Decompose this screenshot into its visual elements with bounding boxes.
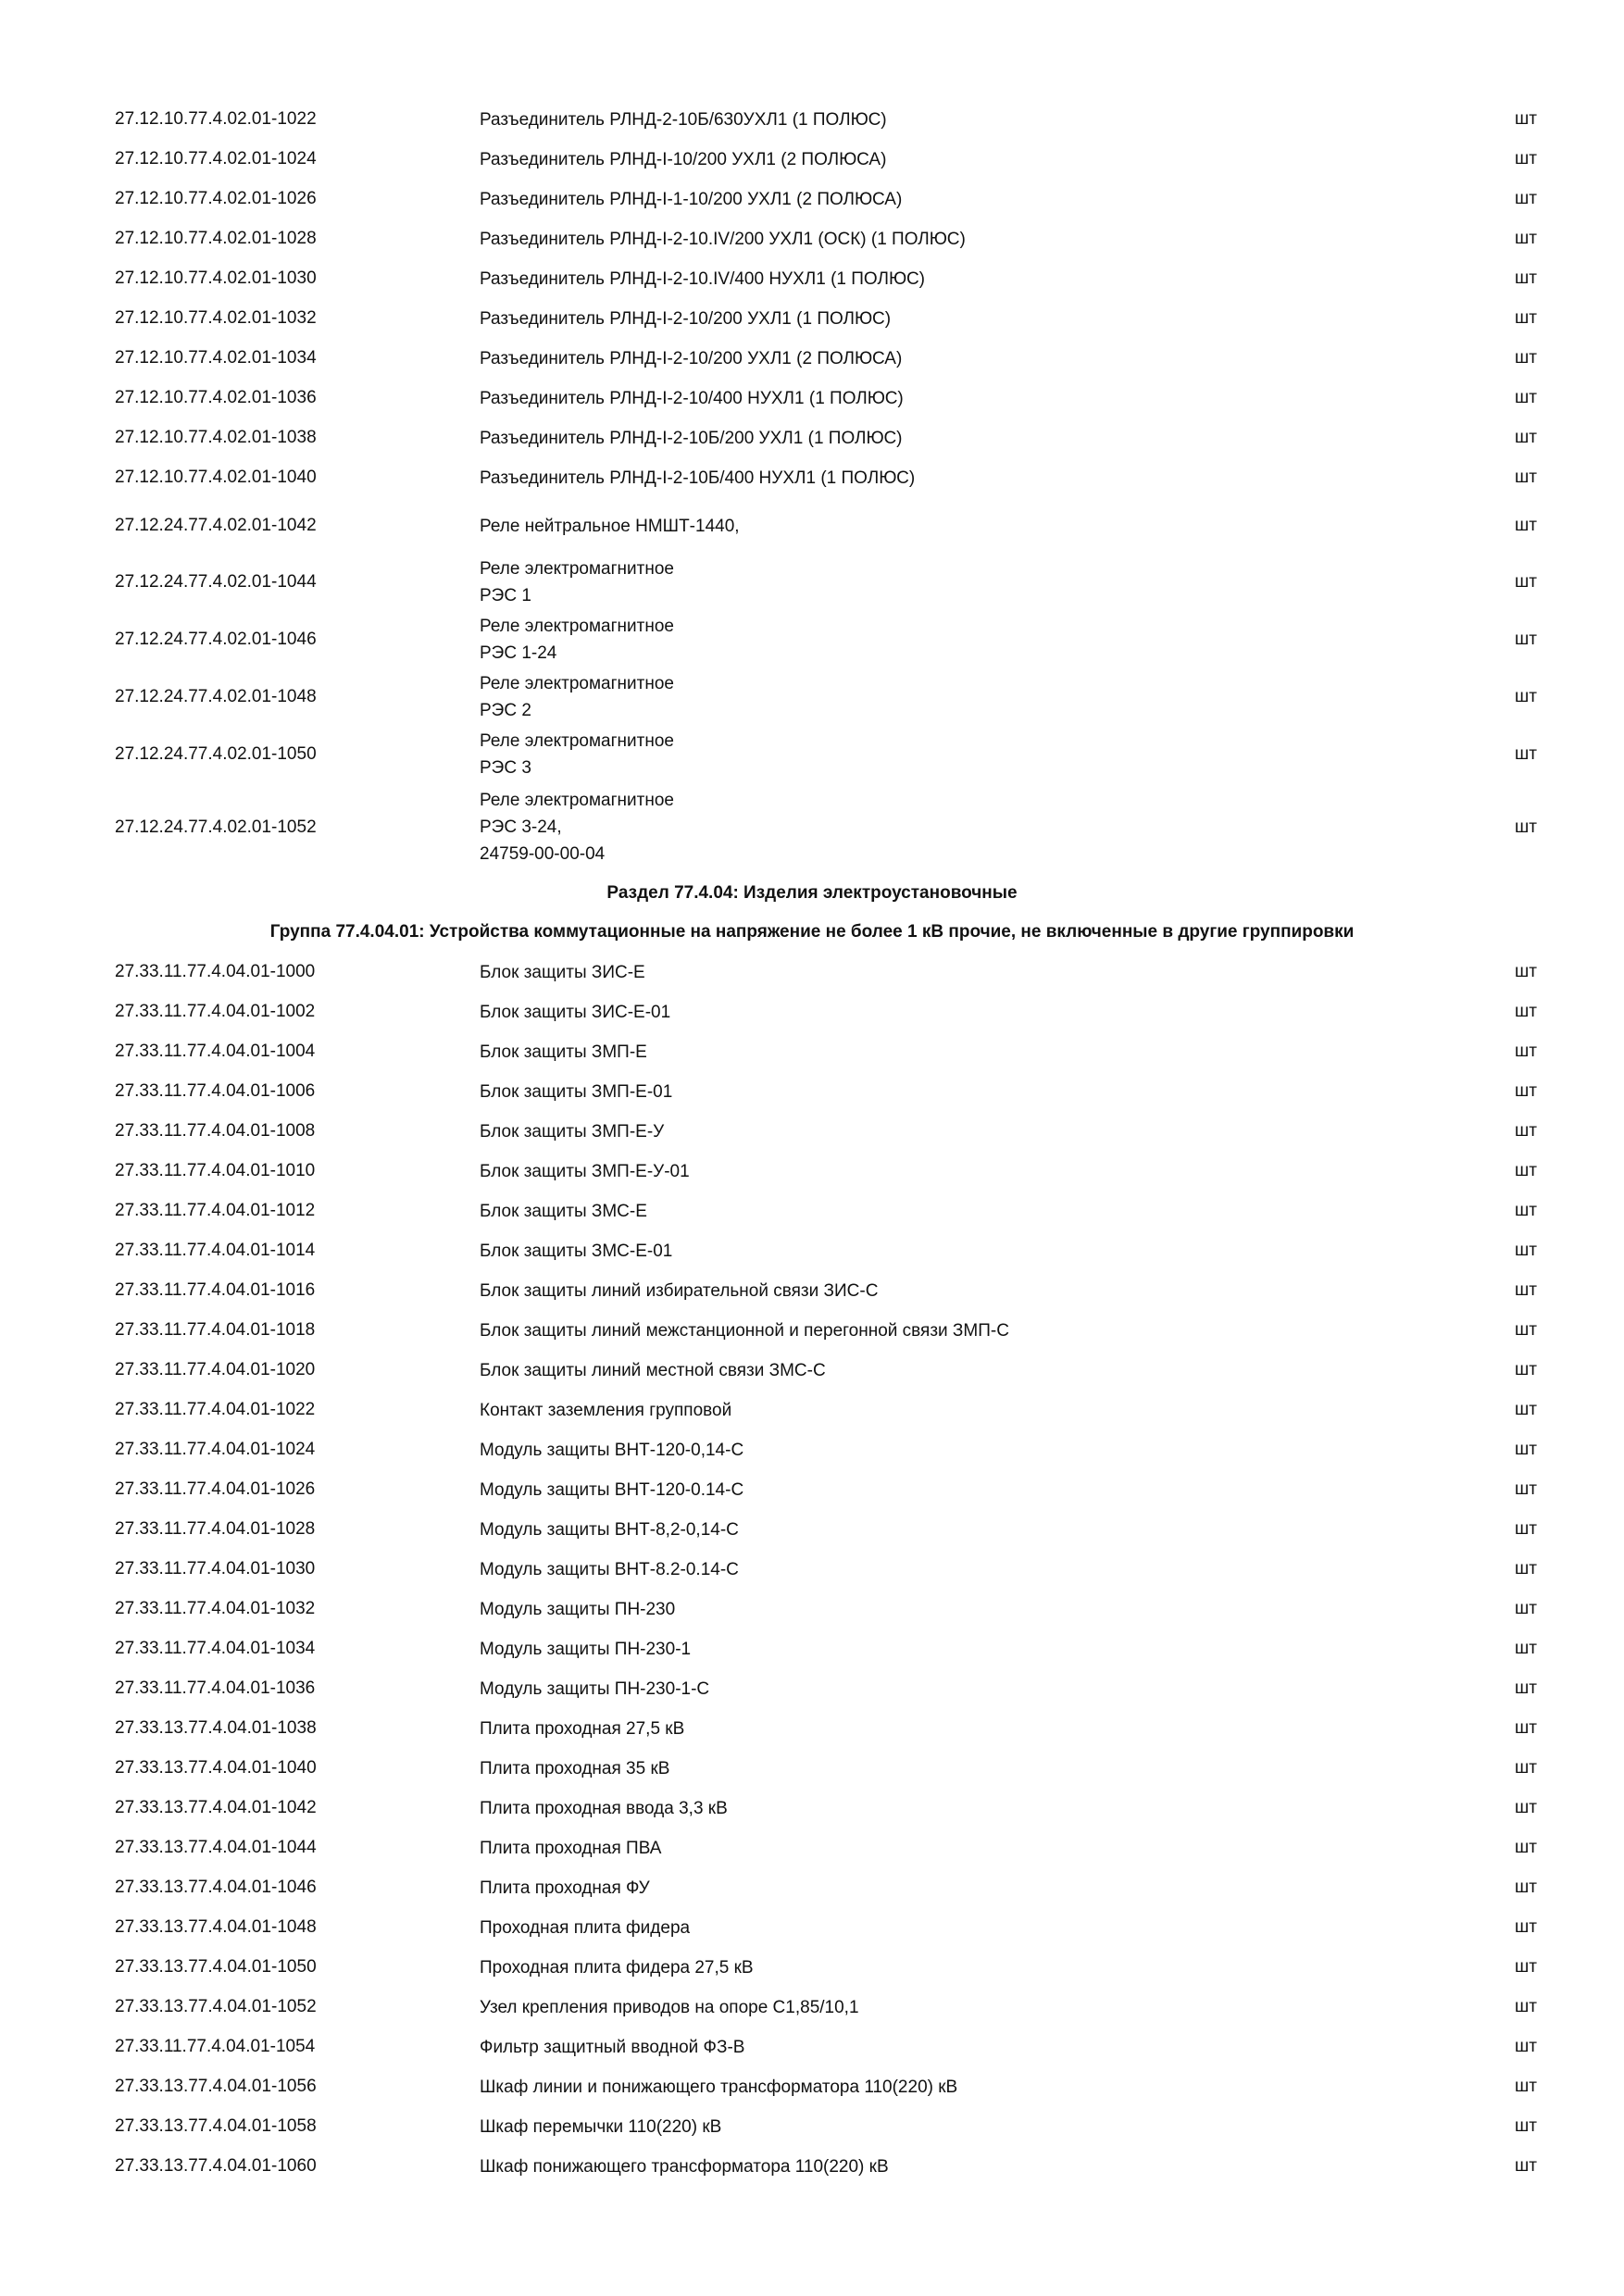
item-unit: шт — [1515, 817, 1537, 837]
item-name: Блок защиты ЗИС-Е — [480, 962, 645, 982]
item-code: 27.12.10.77.4.02.01-1028 — [115, 229, 317, 248]
group-heading: Группа 77.4.04.01: Устройства коммутационные на напряжение не более 1 кВ прочие, не включенные в другие группировки — [269, 922, 1355, 942]
item-code: 27.12.24.77.4.02.01-1048 — [115, 687, 317, 706]
table-row — [0, 1475, 1624, 1504]
item-code: 27.33.13.77.4.04.01-1048 — [115, 1917, 317, 1937]
item-code: 27.33.11.77.4.04.01-1006 — [115, 1081, 316, 1101]
item-code: 27.12.10.77.4.02.01-1022 — [115, 109, 317, 129]
item-unit: шт — [1515, 572, 1537, 592]
table-row — [0, 1236, 1624, 1266]
item-name: Блок защиты ЗМП-Е-У-01 — [480, 1161, 690, 1181]
item-code: 27.12.24.77.4.02.01-1052 — [115, 817, 317, 837]
item-name: Модуль защиты ВНТ-8,2-0,14-С — [480, 1519, 739, 1540]
item-code: 27.33.11.77.4.04.01-1054 — [115, 2037, 316, 2056]
item-name: Реле электромагнитное РЭС 3 — [480, 731, 674, 778]
table-row — [0, 423, 1624, 453]
table-row — [0, 304, 1624, 333]
item-unit: шт — [1515, 1559, 1537, 1578]
item-code: 27.12.10.77.4.02.01-1034 — [115, 348, 317, 368]
item-unit: шт — [1515, 1201, 1537, 1220]
item-unit: шт — [1515, 1440, 1537, 1459]
item-unit: шт — [1515, 1519, 1537, 1539]
table-row — [0, 1992, 1624, 2022]
item-code: 27.33.13.77.4.04.01-1040 — [115, 1758, 317, 1778]
table-row — [0, 383, 1624, 413]
item-unit: шт — [1515, 630, 1537, 649]
table-row — [0, 1714, 1624, 1743]
item-unit: шт — [1515, 2037, 1537, 2056]
item-code: 27.12.24.77.4.02.01-1044 — [115, 572, 317, 592]
item-unit: шт — [1515, 149, 1537, 168]
item-unit: шт — [1515, 428, 1537, 447]
item-name: Разъединитель РЛНД-I-2-10.IV/200 УХЛ1 (ОСК) (1 ПОЛЮС) — [480, 229, 966, 249]
item-unit: шт — [1515, 962, 1537, 981]
item-unit: шт — [1515, 1400, 1537, 1419]
item-name: Блок защиты ЗМП-Е — [480, 1042, 647, 1062]
table-row — [0, 1515, 1624, 1544]
item-unit: шт — [1515, 1042, 1537, 1061]
table-row — [0, 613, 1624, 667]
item-code: 27.33.13.77.4.04.01-1056 — [115, 2077, 317, 2096]
table-row — [0, 144, 1624, 174]
item-code: 27.12.10.77.4.02.01-1026 — [115, 189, 317, 208]
item-unit: шт — [1515, 744, 1537, 764]
item-code: 27.33.11.77.4.04.01-1014 — [115, 1241, 316, 1260]
table-row — [0, 670, 1624, 724]
item-unit: шт — [1515, 2077, 1537, 2096]
item-unit: шт — [1515, 268, 1537, 288]
item-unit: шт — [1515, 1241, 1537, 1260]
table-row — [0, 1117, 1624, 1146]
item-name: Разъединитель РЛНД-I-2-10/400 НУХЛ1 (1 ПОЛЮС) — [480, 388, 904, 408]
item-name: Блок защиты ЗМС-Е — [480, 1201, 647, 1221]
item-name: Реле электромагнитное РЭС 1-24 — [480, 617, 674, 663]
item-code: 27.33.11.77.4.04.01-1020 — [115, 1360, 316, 1379]
item-code: 27.12.24.77.4.02.01-1046 — [115, 630, 317, 649]
item-unit: шт — [1515, 1878, 1537, 1897]
item-name: Разъединитель РЛНД-I-2-10.IV/400 НУХЛ1 (1 ПОЛЮС) — [480, 268, 925, 289]
item-unit: шт — [1515, 1798, 1537, 1817]
item-name: Модуль защиты ПН-230 — [480, 1599, 676, 1619]
item-code: 27.33.11.77.4.04.01-1004 — [115, 1042, 316, 1061]
item-unit: шт — [1515, 468, 1537, 487]
item-unit: шт — [1515, 1758, 1537, 1778]
item-unit: шт — [1515, 388, 1537, 407]
table-row — [0, 1833, 1624, 1863]
table-row — [0, 2152, 1624, 2181]
item-code: 27.12.10.77.4.02.01-1030 — [115, 268, 317, 288]
item-name: Блок защиты линий межстанционной и перегонной связи ЗМП-С — [480, 1320, 1009, 1341]
item-code: 27.33.11.77.4.04.01-1012 — [115, 1201, 316, 1220]
item-unit: шт — [1515, 189, 1537, 208]
item-unit: шт — [1515, 1838, 1537, 1857]
item-unit: шт — [1515, 687, 1537, 706]
table-row — [0, 224, 1624, 254]
item-code: 27.33.11.77.4.04.01-1002 — [115, 1002, 316, 1021]
item-code: 27.33.11.77.4.04.01-1028 — [115, 1519, 316, 1539]
item-unit: шт — [1515, 1280, 1537, 1300]
item-name: Модуль защиты ПН-230-1 — [480, 1639, 692, 1659]
table-row — [0, 264, 1624, 293]
item-name: Проходная плита фидера — [480, 1917, 691, 1938]
item-unit: шт — [1515, 1917, 1537, 1937]
table-row — [0, 511, 1624, 541]
item-name: Модуль защиты ВНТ-8.2-0.14-С — [480, 1559, 739, 1579]
item-unit: шт — [1515, 109, 1537, 129]
item-name: Модуль защиты ВНТ-120-0.14-С — [480, 1479, 744, 1500]
item-name: Разъединитель РЛНД-I-10/200 УХЛ1 (2 ПОЛЮСА) — [480, 149, 887, 169]
item-name: Разъединитель РЛНД-I-2-10Б/200 УХЛ1 (1 ПОЛЮС) — [480, 428, 903, 448]
table-row — [0, 463, 1624, 493]
item-name: Блок защиты линий избирательной связи ЗИС-С — [480, 1280, 879, 1301]
item-name: Разъединитель РЛНД-2-10Б/630УХЛ1 (1 ПОЛЮС) — [480, 109, 887, 130]
item-unit: шт — [1515, 1081, 1537, 1101]
item-unit: шт — [1515, 1997, 1537, 2016]
table-row — [0, 1873, 1624, 1903]
section-heading: Раздел 77.4.04: Изделия электроустановочные — [606, 883, 1018, 903]
item-code: 27.33.13.77.4.04.01-1038 — [115, 1718, 317, 1738]
item-code: 27.12.10.77.4.02.01-1032 — [115, 308, 317, 328]
item-unit: шт — [1515, 1639, 1537, 1658]
item-code: 27.33.13.77.4.04.01-1046 — [115, 1878, 317, 1897]
table-row — [0, 2072, 1624, 2102]
item-unit: шт — [1515, 1718, 1537, 1738]
table-row — [0, 1793, 1624, 1823]
item-name: Модуль защиты ВНТ-120-0,14-С — [480, 1440, 744, 1460]
item-name: Плита проходная 35 кВ — [480, 1758, 670, 1778]
item-unit: шт — [1515, 2116, 1537, 2136]
item-code: 27.33.11.77.4.04.01-1034 — [115, 1639, 316, 1658]
item-code: 27.33.11.77.4.04.01-1032 — [115, 1599, 316, 1618]
item-name: Блок защиты ЗМС-Е-01 — [480, 1241, 673, 1261]
item-name: Реле электромагнитное РЭС 2 — [480, 674, 674, 720]
table-row — [0, 2032, 1624, 2062]
item-code: 27.33.11.77.4.04.01-1018 — [115, 1320, 316, 1340]
table-row — [0, 1037, 1624, 1067]
table-row — [0, 105, 1624, 134]
table-row — [0, 957, 1624, 987]
item-name: Узел крепления приводов на опоре С1,85/10,1 — [480, 1997, 859, 2017]
table-row — [0, 1077, 1624, 1106]
table-row — [0, 1316, 1624, 1345]
item-unit: шт — [1515, 1678, 1537, 1698]
item-code: 27.33.11.77.4.04.01-1008 — [115, 1121, 316, 1141]
item-name: Контакт заземления групповой — [480, 1400, 732, 1420]
item-unit: шт — [1515, 1479, 1537, 1499]
table-row — [0, 1276, 1624, 1305]
item-name: Плита проходная ввода 3,3 кВ — [480, 1798, 728, 1818]
item-name: Шкаф перемычки 110(220) кВ — [480, 2116, 722, 2137]
table-row — [0, 343, 1624, 373]
table-row — [0, 1196, 1624, 1226]
item-name: Реле нейтральное НМШТ-1440, — [480, 516, 740, 536]
item-code: 27.33.11.77.4.04.01-1016 — [115, 1280, 316, 1300]
item-code: 27.33.13.77.4.04.01-1058 — [115, 2116, 317, 2136]
table-row — [0, 1594, 1624, 1624]
item-name: Шкаф линии и понижающего трансформатора 110(220) кВ — [480, 2077, 958, 2097]
table-row — [0, 1435, 1624, 1465]
table-row — [0, 787, 1624, 867]
table-row — [0, 1634, 1624, 1664]
item-unit: шт — [1515, 308, 1537, 328]
item-unit: шт — [1515, 516, 1537, 535]
item-name: Разъединитель РЛНД-I-2-10/200 УХЛ1 (2 ПОЛЮСА) — [480, 348, 903, 368]
table-row — [0, 728, 1624, 781]
item-code: 27.33.11.77.4.04.01-1026 — [115, 1479, 316, 1499]
item-code: 27.33.11.77.4.04.01-1010 — [115, 1161, 316, 1180]
item-code: 27.33.11.77.4.04.01-1030 — [115, 1559, 316, 1578]
item-code: 27.33.13.77.4.04.01-1060 — [115, 2156, 317, 2176]
item-code: 27.33.13.77.4.04.01-1042 — [115, 1798, 317, 1817]
item-unit: шт — [1515, 1002, 1537, 1021]
item-code: 27.33.13.77.4.04.01-1050 — [115, 1957, 317, 1977]
table-row — [0, 1674, 1624, 1703]
item-name: Плита проходная ФУ — [480, 1878, 650, 1898]
item-name: Модуль защиты ПН-230-1-С — [480, 1678, 710, 1699]
item-name: Блок защиты ЗИС-Е-01 — [480, 1002, 671, 1022]
item-unit: шт — [1515, 1320, 1537, 1340]
item-code: 27.12.10.77.4.02.01-1038 — [115, 428, 317, 447]
item-code: 27.12.10.77.4.02.01-1036 — [115, 388, 317, 407]
item-code: 27.33.11.77.4.04.01-1022 — [115, 1400, 316, 1419]
item-unit: шт — [1515, 1360, 1537, 1379]
table-row — [0, 1753, 1624, 1783]
item-code: 27.33.13.77.4.04.01-1044 — [115, 1838, 317, 1857]
item-code: 27.12.10.77.4.02.01-1024 — [115, 149, 317, 168]
table-row — [0, 997, 1624, 1027]
item-unit: шт — [1515, 1957, 1537, 1977]
item-code: 27.33.11.77.4.04.01-1036 — [115, 1678, 316, 1698]
item-name: Блок защиты линий местной связи ЗМС-С — [480, 1360, 826, 1380]
item-unit: шт — [1515, 229, 1537, 248]
item-name: Разъединитель РЛНД-I-1-10/200 УХЛ1 (2 ПОЛЮСА) — [480, 189, 903, 209]
table-row — [0, 184, 1624, 214]
item-name: Реле электромагнитное РЭС 1 — [480, 559, 674, 605]
item-name: Блок защиты ЗМП-Е-01 — [480, 1081, 673, 1102]
item-code: 27.12.24.77.4.02.01-1050 — [115, 744, 317, 764]
item-name: Реле электромагнитное РЭС 3-24, 24759-00-00-04 — [480, 791, 674, 864]
item-name: Разъединитель РЛНД-I-2-10Б/400 НУХЛ1 (1 ПОЛЮС) — [480, 468, 916, 488]
table-row — [0, 1395, 1624, 1425]
table-row — [0, 1355, 1624, 1385]
item-unit: шт — [1515, 348, 1537, 368]
table-row — [0, 1953, 1624, 1982]
item-unit: шт — [1515, 2156, 1537, 2176]
item-code: 27.12.24.77.4.02.01-1042 — [115, 516, 317, 535]
item-unit: шт — [1515, 1599, 1537, 1618]
table-row — [0, 1913, 1624, 1942]
item-name: Разъединитель РЛНД-I-2-10/200 УХЛ1 (1 ПОЛЮС) — [480, 308, 892, 329]
item-name: Шкаф понижающего трансформатора 110(220) кВ — [480, 2156, 889, 2177]
item-code: 27.12.10.77.4.02.01-1040 — [115, 468, 317, 487]
item-unit: шт — [1515, 1121, 1537, 1141]
item-code: 27.33.11.77.4.04.01-1024 — [115, 1440, 316, 1459]
item-name: Плита проходная 27,5 кВ — [480, 1718, 685, 1739]
item-name: Фильтр защитный вводной ФЗ-В — [480, 2037, 745, 2057]
item-code: 27.33.13.77.4.04.01-1052 — [115, 1997, 317, 2016]
table-row — [0, 1554, 1624, 1584]
item-name: Плита проходная ПВА — [480, 1838, 662, 1858]
item-code: 27.33.11.77.4.04.01-1000 — [115, 962, 316, 981]
item-name: Проходная плита фидера 27,5 кВ — [480, 1957, 754, 1978]
item-unit: шт — [1515, 1161, 1537, 1180]
table-row — [0, 2112, 1624, 2141]
table-row — [0, 1156, 1624, 1186]
item-name: Блок защиты ЗМП-Е-У — [480, 1121, 665, 1142]
table-row — [0, 555, 1624, 609]
